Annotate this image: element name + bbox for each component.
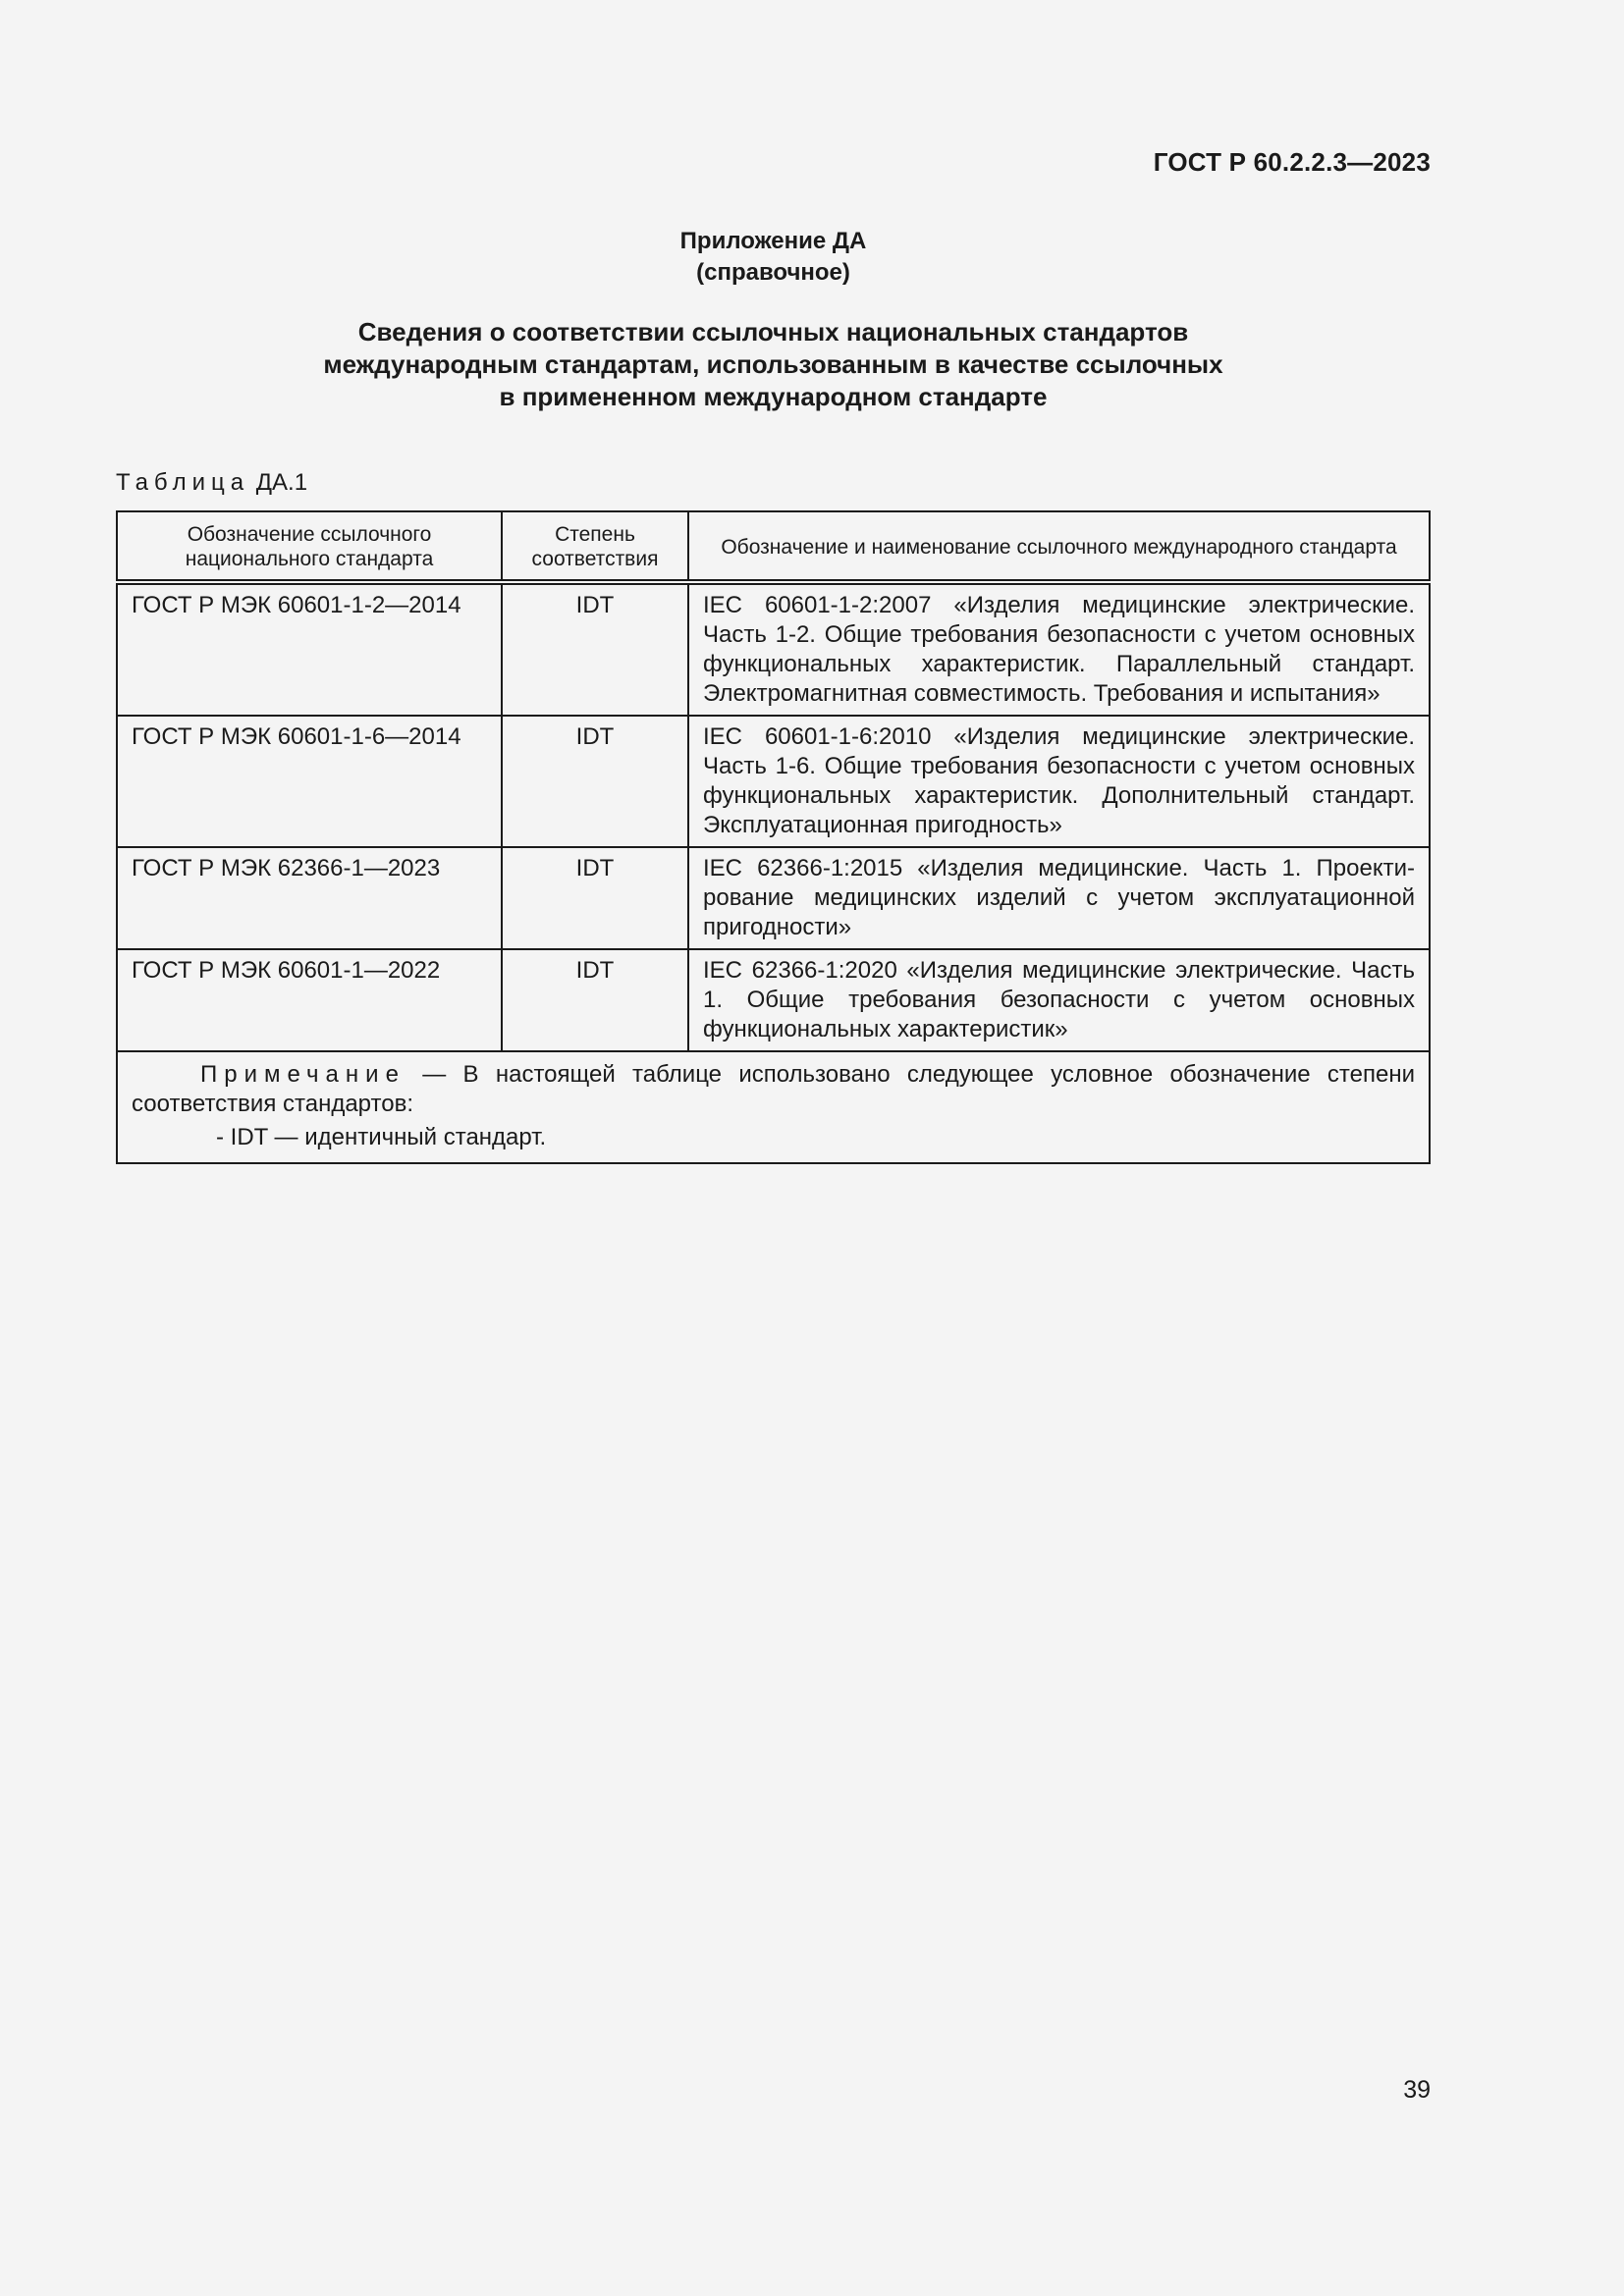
cell-national: ГОСТ Р МЭК 62366-1—2023 [117, 847, 502, 949]
cell-national: ГОСТ Р МЭК 60601-1-6—2014 [117, 716, 502, 847]
cell-degree: IDT [502, 847, 688, 949]
page-number: 39 [1403, 2076, 1431, 2104]
table-header-row [117, 511, 1430, 582]
cell-international-text: IEC 62366-1:2015 «Изделия медицинские. Часть 1. Проекти-рование медицинских изделий с учетом эксплуатационной пригодности» [703, 855, 1415, 940]
table-caption-label: Таблица [116, 469, 250, 496]
cell-international [688, 847, 1430, 949]
cell-degree: IDT [502, 716, 688, 847]
note-list-item: - IDT — идентичный стандарт. [216, 1124, 547, 1150]
cell-international [688, 949, 1430, 1051]
cell-degree: IDT [502, 582, 688, 716]
cell-degree: IDT [502, 949, 688, 1051]
heading-line-1: Сведения о соответствии ссылочных национальных стандартов [357, 317, 1189, 347]
heading-line-2: международным стандартам, использованным в качестве ссылочных [323, 349, 1223, 379]
cell-international [688, 582, 1430, 716]
note-text: — В настоящей таблице использовано следующее условное обозначение степени соответствия стандартов: [132, 1061, 1416, 1117]
document-id: ГОСТ Р 60.2.2.3—2023 [1153, 147, 1431, 177]
cell-national: ГОСТ Р МЭК 60601-1—2022 [117, 949, 502, 1051]
section-heading [0, 316, 1546, 413]
appendix-title-block [0, 226, 1546, 289]
cell-international-text: IEC 60601-1-2:2007 «Изделия медицинские электрические. Часть 1-2. Общие требования безопасности с учетом основных функциональных характеристик. Параллельный стандарт. Электромагнитная совместимость. Требования и испытания» [703, 592, 1415, 707]
note-paragraph [132, 1060, 1415, 1119]
note-label: Примечание [200, 1061, 406, 1088]
cell-national: ГОСТ Р МЭК 60601-1-2—2014 [117, 582, 502, 716]
table-caption [116, 469, 307, 497]
column-header-international: Обозначение и наименование ссылочного международного стандарта [688, 511, 1430, 582]
table-row [117, 582, 1430, 716]
table-row [117, 949, 1430, 1051]
appendix-title: Приложение ДА [679, 228, 867, 254]
cell-international-text: IEC 62366-1:2020 «Изделия медицинские электрические. Часть 1. Общие требования безопасности с учетом основных функциональных характеристик» [703, 957, 1415, 1042]
table-note-row [117, 1051, 1430, 1163]
column-header-degree: Степень соответствия [502, 511, 688, 582]
table-caption-number: ДА.1 [255, 469, 308, 496]
appendix-subtitle: (справочное) [696, 259, 850, 286]
table-row [117, 847, 1430, 949]
cell-international-text: IEC 60601-1-6:2010 «Изделия медицинские электрические. Часть 1-6. Общие требования безопасности с учетом основных функциональных характеристик. Дополнительный стандарт. Эксплуатационная пригодность» [703, 723, 1415, 838]
table-note [117, 1051, 1430, 1163]
table-row [117, 716, 1430, 847]
standards-table [116, 510, 1431, 1164]
cell-international [688, 716, 1430, 847]
column-header-national: Обозначение ссылочного национального стандарта [117, 511, 502, 582]
heading-line-3: в примененном международном стандарте [499, 382, 1048, 411]
